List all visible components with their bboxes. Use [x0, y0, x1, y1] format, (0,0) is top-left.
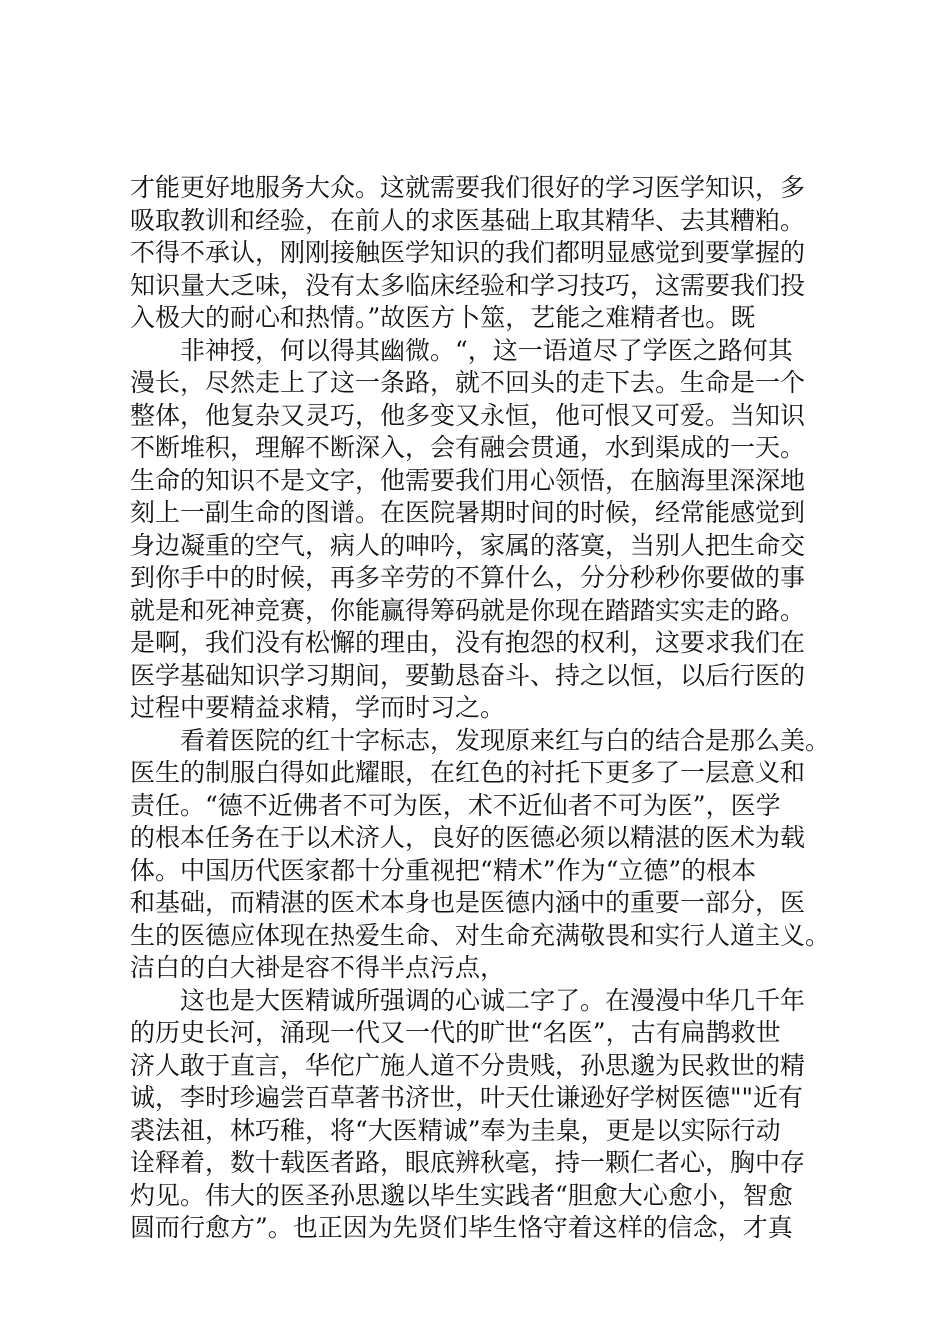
body-text	[130, 172, 840, 1245]
text-line: 圆而行愈方”。也正因为先贤们毕生恪守着这样的信念，才真	[130, 1213, 793, 1242]
text-line: 济人敢于直言，华佗广施人道不分贵贱，孙思邈为民救世的精	[130, 1050, 806, 1080]
text-line: 是啊，我们没有松懈的理由，没有抱怨的权利，这要求我们在	[130, 628, 806, 657]
text-line: 非神授，何以得其幽微。“，这一语道尽了学医之路何其	[180, 335, 793, 365]
text-line: 看着医院的红十字标志，发现原来红与白的结合是那么美。	[180, 725, 831, 755]
text-line: 不断堆积，理解不断深入，会有融会贯通，水到渠成的一天。	[130, 433, 806, 462]
text-line: 不得不承认，刚刚接触医学知识的我们都明显感觉到要掌握的	[130, 238, 806, 267]
text-line: 的历史长河，涌现一代又一代的旷世“名医”，古有扁鹊救世	[130, 1018, 781, 1047]
text-line: 灼见。伟大的医圣孙思邈以毕生实践者“胆愈大心愈小，智愈	[130, 1180, 793, 1210]
text-line: 责任。“德不近佛者不可为医，术不近仙者不可为医”，医学	[130, 790, 781, 820]
text-line: 和基础，而精湛的医术本身也是医德内涵中的重要一部分，医	[130, 888, 806, 917]
text-line: 生命的知识不是文字，他需要我们用心领悟，在脑海里深深地	[130, 465, 806, 495]
text-line: 生的医德应体现在热爱生命、对生命充满敬畏和实行人道主义。	[130, 920, 831, 950]
text-line: 诚，李时珍遍尝百草著书济世，叶天仕谦逊好学树医德""近有	[130, 1083, 804, 1112]
text-line: 洁白的白大褂是容不得半点污点，	[130, 953, 506, 982]
text-line: 身边凝重的空气，病人的呻吟，家属的落寞，当别人把生命交	[130, 530, 806, 560]
text-line: 医学基础知识学习期间，要勤恳奋斗、持之以恒，以后行医的	[130, 660, 806, 690]
text-line: 知识量大乏味，没有太多临床经验和学习技巧，这需要我们投	[130, 270, 806, 300]
text-line: 就是和死神竞赛，你能赢得筹码就是你现在踏踏实实走的路。	[130, 595, 806, 625]
text-line: 到你手中的时候，再多辛劳的不算什么，分分秒秒你要做的事	[130, 563, 806, 592]
text-line: 漫长，尽然走上了这一条路，就不回头的走下去。生命是一个	[130, 368, 806, 397]
text-line: 诠释着，数十载医者路，眼底辨秋毫，持一颗仁者心，胸中存	[130, 1148, 806, 1177]
text-line: 这也是大医精诚所强调的心诚二字了。在漫漫中华几千年	[180, 985, 806, 1015]
text-line: 裘法祖，林巧稚，将“大医精诚”奉为圭臬，更是以实际行动	[130, 1115, 781, 1145]
text-line: 刻上一副生命的图谱。在医院暑期时间的时候，经常能感觉到	[130, 498, 806, 527]
text-line: 的根本任务在于以术济人，良好的医德必须以精湛的医术为载	[130, 823, 806, 852]
text-line: 整体，他复杂又灵巧，他多变又永恒，他可恨又可爱。当知识	[130, 400, 806, 430]
text-line: 过程中要精益求精，学而时习之。	[130, 693, 506, 722]
text-line: 入极大的耐心和热情。”故医方卜筮，艺能之难精者也。既	[130, 303, 756, 332]
text-line: 才能更好地服务大众。这就需要我们很好的学习医学知识，多	[130, 173, 806, 202]
text-line: 吸取教训和经验，在前人的求医基础上取其精华、去其糟粕。	[130, 205, 806, 235]
text-line: 体。中国历代医家都十分重视把“精术”作为“立德”的根本	[130, 855, 757, 885]
text-line: 医生的制服白得如此耀眼，在红色的衬托下更多了一层意义和	[130, 758, 806, 787]
